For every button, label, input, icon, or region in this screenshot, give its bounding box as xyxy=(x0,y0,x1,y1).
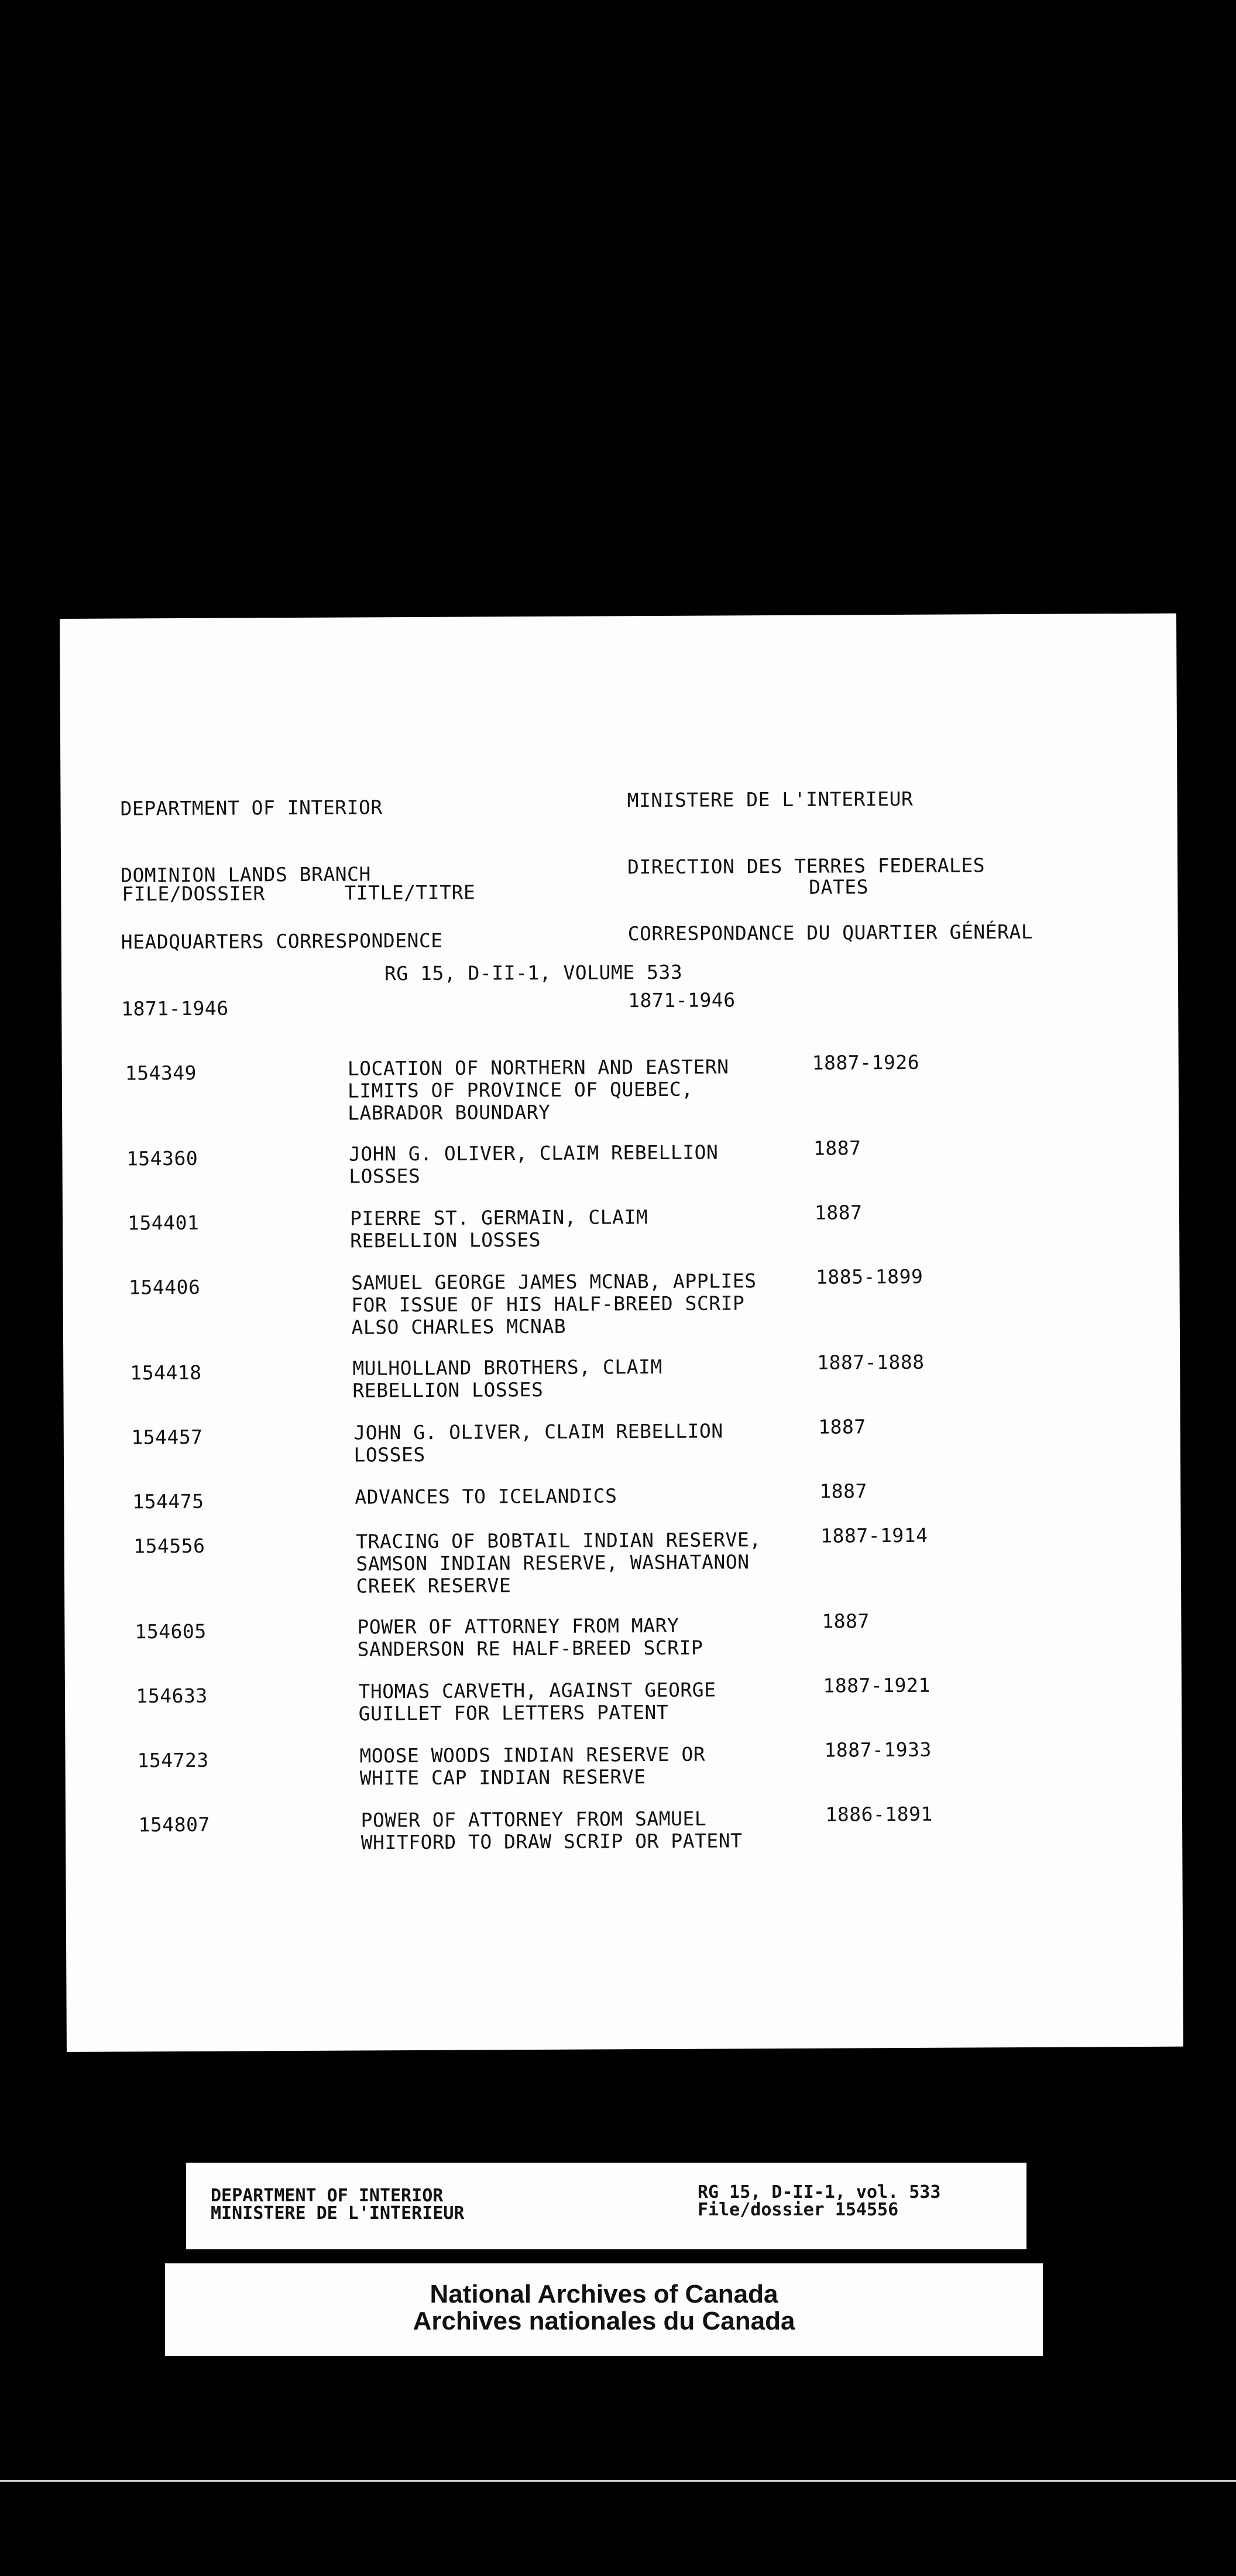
file-number: 154556 xyxy=(133,1534,205,1558)
file-title: POWER OF ATTORNEY FROM MARY SANDERSON RE HALF-BREED SCRIP xyxy=(357,1614,703,1661)
archives-english: National Archives of Canada xyxy=(430,2280,778,2308)
file-title: ADVANCES TO ICELANDICS xyxy=(355,1484,617,1509)
file-number: 154475 xyxy=(132,1489,204,1513)
label-file: File/dossier 154556 xyxy=(698,2200,899,2220)
file-number: 154406 xyxy=(128,1275,201,1299)
table-row xyxy=(64,1415,1180,1467)
file-title: THOMAS CARVETH, AGAINST GEORGE GUILLET FOR LETTERS PATENT xyxy=(358,1678,716,1725)
file-number: 154418 xyxy=(130,1361,202,1385)
header-left-line2: DOMINION LANDS BRANCH xyxy=(121,862,371,887)
header-right-line4: 1871-1946 xyxy=(628,988,736,1012)
file-label xyxy=(186,2163,1026,2249)
volume-reference: RG 15, D-II-1, VOLUME 533 xyxy=(384,960,683,985)
column-header-title: TITLE/TITRE xyxy=(344,881,476,905)
file-dates: 1887-1914 xyxy=(820,1523,928,1547)
file-title: JOHN G. OLIVER, CLAIM REBELLION LOSSES xyxy=(348,1140,719,1188)
file-title: MULHOLLAND BROTHERS, CLAIM REBELLION LOSSES xyxy=(352,1355,662,1402)
column-header-file: FILE/DOSSIER xyxy=(122,882,265,906)
pointer-arrow-icon xyxy=(70,1521,124,1589)
file-title: POWER OF ATTORNEY FROM SAMUEL WHITFORD TO DRAW SCRIP OR PATENT xyxy=(360,1807,743,1854)
file-number: 154807 xyxy=(138,1813,210,1837)
table-row xyxy=(65,1738,1182,1790)
file-number: 154723 xyxy=(137,1748,209,1772)
file-dates: 1887-1888 xyxy=(817,1350,925,1374)
header-left-line4: 1871-1946 xyxy=(121,996,229,1020)
file-dates: 1886-1891 xyxy=(825,1802,933,1826)
file-title: MOOSE WOODS INDIAN RESERVE OR WHITE CAP INDIAN RESERVE xyxy=(359,1742,706,1790)
table-row xyxy=(64,1523,1181,1598)
table-row xyxy=(64,1479,1180,1513)
table-row xyxy=(64,1609,1181,1661)
table-row xyxy=(63,1350,1180,1402)
table-row xyxy=(66,1802,1182,1854)
file-dates: 1887 xyxy=(818,1415,866,1438)
file-dates: 1887 xyxy=(813,1136,861,1160)
table-row xyxy=(62,1136,1179,1188)
file-dates: 1887 xyxy=(819,1479,867,1503)
header-french xyxy=(627,743,1034,1056)
file-title: TRACING OF BOBTAIL INDIAN RESERVE, SAMSON INDIAN RESERVE, WASHATANON CREEK RESERVE xyxy=(356,1528,761,1598)
label-department-french: MINISTERE DE L'INTERIEUR xyxy=(211,2203,465,2224)
file-number: 154349 xyxy=(125,1061,197,1085)
header-right-line3: CORRESPONDANCE DU QUARTIER GÉNÉRAL xyxy=(627,920,1034,946)
label-department-english: DEPARTMENT OF INTERIOR xyxy=(211,2186,444,2206)
file-number: 154633 xyxy=(136,1684,208,1708)
file-title: LOCATION OF NORTHERN AND EASTERN LIMITS OF PROVINCE OF QUEBEC, LABRADOR BOUNDARY xyxy=(347,1055,729,1125)
table-row xyxy=(63,1265,1179,1339)
file-dates: 1887-1933 xyxy=(824,1738,932,1762)
file-title: SAMUEL GEORGE JAMES MCNAB, APPLIES FOR ISSUE OF HIS HALF-BREED SCRIP ALSO CHARLES MCNAB xyxy=(351,1269,757,1339)
header-english xyxy=(120,752,444,1065)
table-row xyxy=(65,1673,1182,1725)
file-number: 154605 xyxy=(135,1619,207,1643)
header-left-line1: DEPARTMENT OF INTERIOR xyxy=(120,796,383,820)
bottom-divider xyxy=(0,2480,1236,2482)
file-number: 154401 xyxy=(127,1211,200,1235)
header-right-line2: DIRECTION DES TERRES FEDERALES xyxy=(627,854,986,879)
file-number: 154457 xyxy=(131,1425,203,1449)
header-left-line3: HEADQUARTERS CORRESPONDENCE xyxy=(121,929,443,954)
header-right-line1: MINISTERE DE L'INTERIEUR xyxy=(627,787,914,812)
file-dates: 1887-1926 xyxy=(812,1050,920,1074)
column-header-dates: DATES xyxy=(809,875,869,899)
file-title: PIERRE ST. GERMAIN, CLAIM REBELLION LOSSES xyxy=(349,1205,648,1252)
document-sheet xyxy=(60,614,1183,2052)
archives-french: Archives nationales du Canada xyxy=(413,2307,795,2335)
label-volume: RG 15, D-II-1, vol. 533 xyxy=(698,2182,941,2202)
file-dates: 1887 xyxy=(814,1201,863,1224)
file-title: JOHN G. OLIVER, CLAIM REBELLION LOSSES xyxy=(353,1419,723,1467)
table-row xyxy=(63,1201,1179,1252)
file-dates: 1887 xyxy=(822,1609,870,1633)
file-dates: 1885-1899 xyxy=(815,1265,923,1289)
file-dates: 1887-1921 xyxy=(823,1673,931,1697)
file-number: 154360 xyxy=(126,1146,198,1170)
archives-banner xyxy=(165,2263,1043,2356)
